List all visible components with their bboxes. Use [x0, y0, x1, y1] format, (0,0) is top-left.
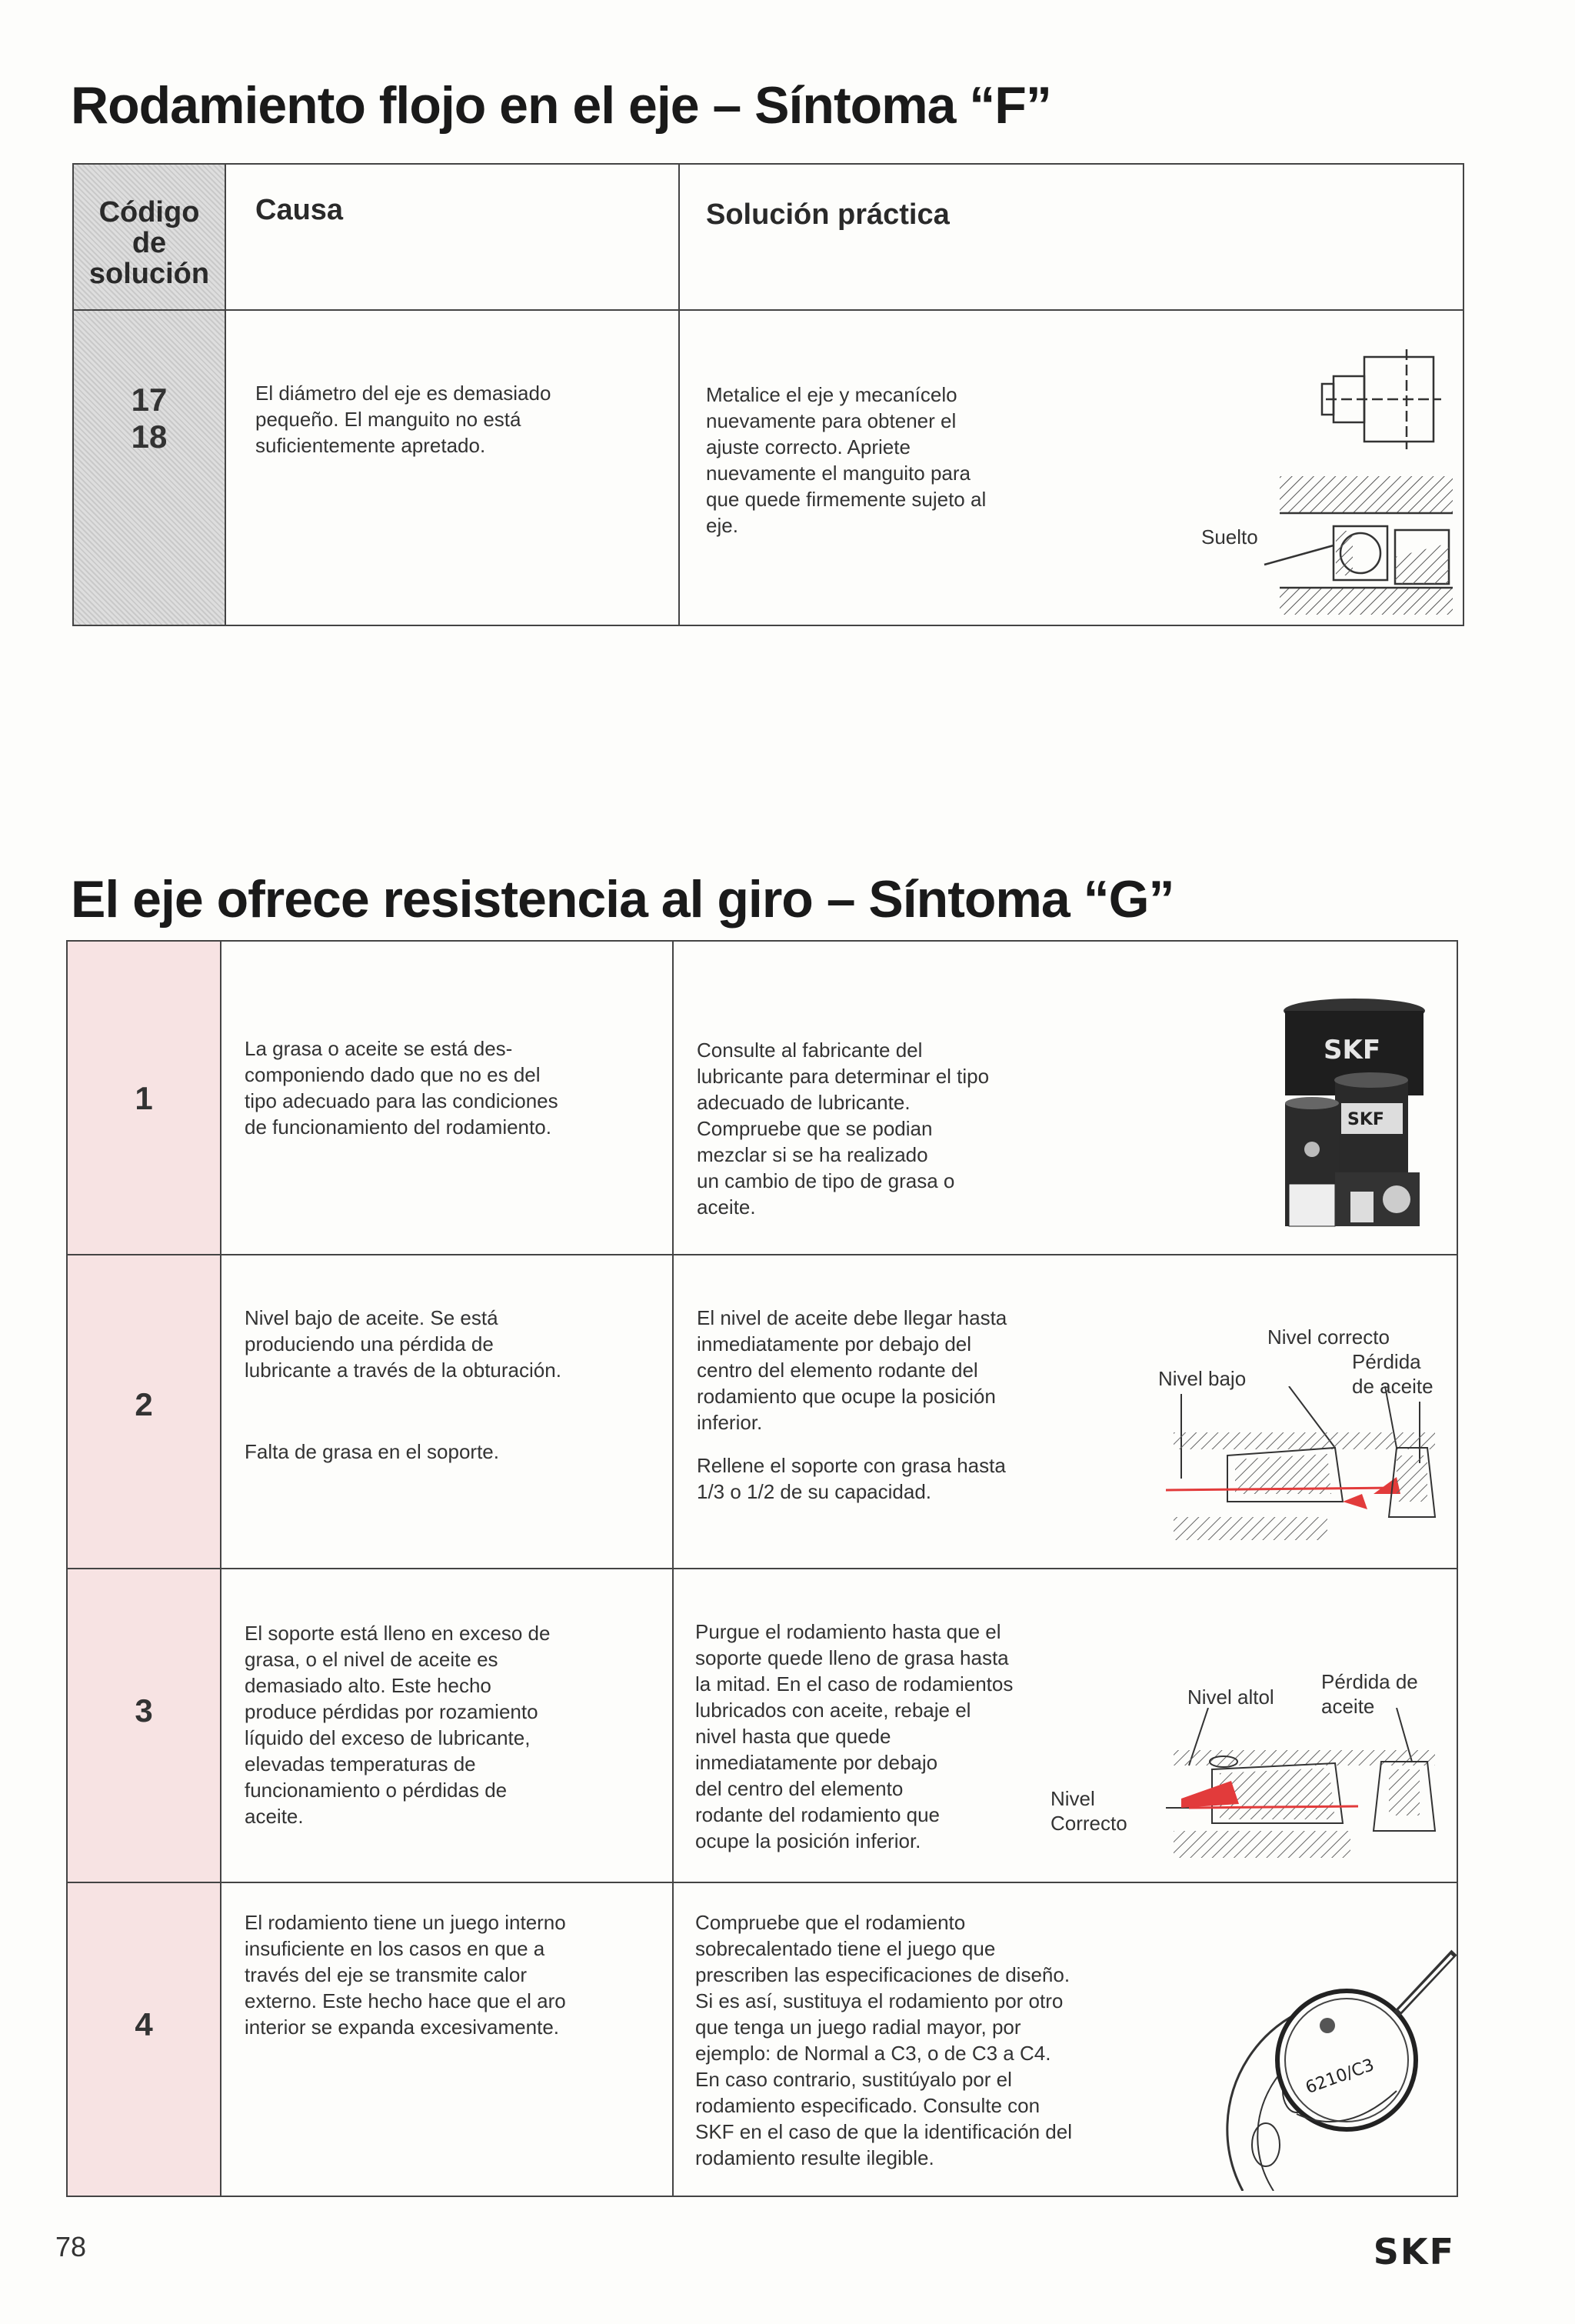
cause-cell: [221, 1882, 673, 2196]
solution-text: El nivel de aceite debe llegar hasta inmediatamente por debajo del centro del elemento rodante del rodamiento que ocupe la posición inferior.: [697, 1306, 1007, 1434]
solution-text: Compruebe que el rodamiento sobrecalentado tiene el juego que prescriben las especificaciones de diseño. Si es así, sustituya el rodamiento por otro que tenga un juego radial mayor, por ejemplo: de Normal a C3, o de C3 a C4. En caso contrario, sustitúyalo por el rodamiento especificado. Consulte con SKF en el caso de que la identificación del rodamiento resulte ilegible.: [695, 1911, 1072, 2169]
code-cell: [73, 310, 225, 625]
solution-cell: [679, 310, 1463, 625]
section-g-title: El eje ofrece resistencia al giro – Síntoma “G”: [71, 870, 1174, 929]
cause-text-2: Falta de grasa en el soporte.: [245, 1440, 499, 1463]
header-solution-label: Solución práctica: [706, 198, 950, 231]
solution-code: 4: [135, 2006, 153, 2042]
code-cell: [67, 1255, 221, 1569]
low-level-label: Nivel bajo: [1158, 1367, 1247, 1390]
solution-code: 17 18: [131, 382, 168, 455]
cause-text: El rodamiento tiene un juego interno insuficiente en los casos en que a través del eje se transmite calor externo. Este hecho hace que el aro interior se expanda excesivamente.: [245, 1911, 566, 2039]
code-cell: [67, 1569, 221, 1882]
cause-text: El soporte está lleno en exceso de grasa, o el nivel de aceite es demasiado alto. Este hecho produce pérdidas por rozamiento líquido del exceso de lubricante, elevadas temperaturas de funcionamiento o pérdidas de aceite.: [245, 1622, 551, 1828]
high-oil-level-illustration: [1166, 1708, 1450, 1862]
page-number: 78: [55, 2231, 87, 2262]
solution-text: Purgue el rodamiento hasta que el soporte quede lleno de grasa hasta la mitad. En el caso de rodamientos lubricados con aceite, rebaje el nivel hasta que quede inmediatamente por debajo del centro del elemento rodante del rodamiento que ocupe la posición inferior.: [695, 1620, 1014, 1852]
cause-text: La grasa o aceite se está des- componiendo dado que no es del tipo adecuado para las condiciones de funcionamiento del rodamiento.: [245, 1037, 558, 1139]
cause-cell: [221, 1255, 673, 1569]
can-logo: SKF: [1347, 1110, 1384, 1129]
bearing-marking: 6210/C3: [1303, 2055, 1377, 2099]
oil-loss-label: Pérdida de aceite: [1352, 1350, 1433, 1398]
solution-code: 2: [135, 1386, 153, 1422]
header-code-cell: [73, 164, 225, 310]
solution-cell: [673, 1882, 1457, 2196]
section-f-table: [72, 163, 1464, 626]
header-solution-cell: [679, 164, 1463, 310]
header-cause-label: Causa: [255, 194, 344, 226]
low-oil-level-illustration: [1166, 1386, 1450, 1555]
correct-level-label: Nivel correcto: [1267, 1325, 1390, 1349]
loose-sleeve-illustration: [1249, 334, 1457, 619]
solution-text-2: Rellene el soporte con grasa hasta 1/3 o 1/2 de su capacidad.: [697, 1454, 1006, 1503]
solution-cell: [673, 1569, 1457, 1882]
lubricant-containers-illustration: [1281, 995, 1435, 1234]
oil-loss-label: Pérdida de aceite: [1321, 1670, 1418, 1718]
high-level-label: Nivel altol: [1187, 1685, 1274, 1709]
header-code-label: Código de solución: [88, 196, 210, 290]
section-f-title: Rodamiento flojo en el eje – Síntoma “F”: [71, 76, 1051, 135]
code-cell: [67, 1882, 221, 2196]
solution-text: Consulte al fabricante del lubricante para determinar el tipo adecuado de lubricante. Compruebe que se podian mezclar si se ha realizado un cambio de tipo de grasa o aceite.: [697, 1039, 990, 1219]
cause-cell: [225, 310, 679, 625]
code-cell: [67, 941, 221, 1255]
cause-cell: [221, 1569, 673, 1882]
loose-label: Suelto: [1201, 525, 1258, 548]
cause-cell: [221, 941, 673, 1255]
solution-cell: [673, 1255, 1457, 1569]
cause-text: Nivel bajo de aceite. Se está produciendo una pérdida de lubricante a través de la obturación.: [245, 1306, 561, 1382]
solution-text: Metalice el eje y mecanícelo nuevamente para obtener el ajuste correcto. Apriete nuevamente el manguito para que quede firmemente sujeto al eje.: [706, 383, 987, 537]
drum-logo: SKF: [1324, 1035, 1381, 1065]
solution-code: 1: [135, 1080, 153, 1116]
bearing-magnifier-illustration: [1212, 1937, 1457, 2191]
skf-logo: SKF: [1373, 2231, 1455, 2272]
solution-cell: [673, 941, 1457, 1255]
header-cause-cell: [225, 164, 679, 310]
solution-code: 3: [135, 1692, 153, 1729]
correct-level-label: Nivel Correcto: [1051, 1787, 1127, 1835]
cause-text: El diámetro del eje es demasiado pequeño. El manguito no está suficientemente apretado.: [255, 382, 551, 457]
section-g-table: [66, 940, 1458, 2197]
